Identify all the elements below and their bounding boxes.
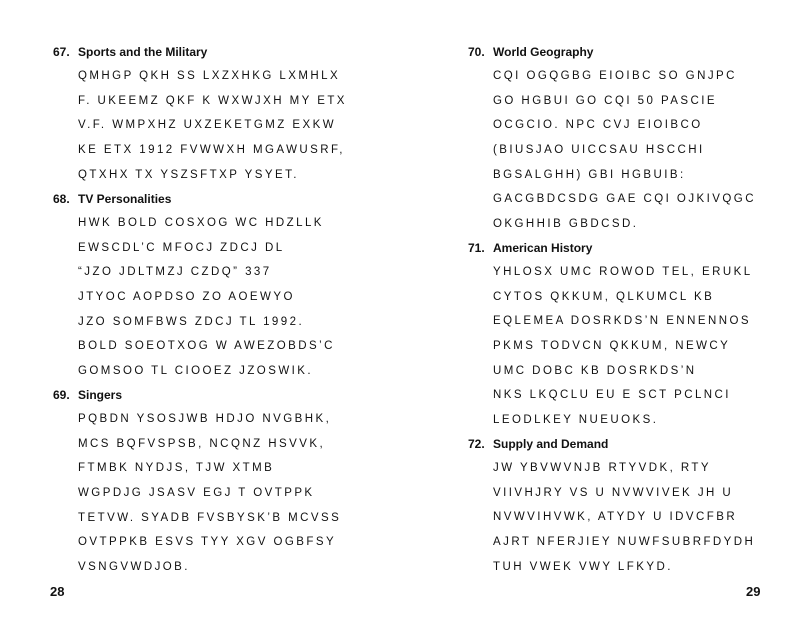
cipher-line: WGPDJG JSASV EGJ T OVTPPK — [78, 487, 315, 500]
puzzle-number: 70. — [468, 45, 485, 59]
puzzle-71 — [468, 236, 753, 433]
cipher-line: NVWVIHVWK, ATYDY U IDVCFBR — [493, 511, 738, 524]
cipher-line: YHLOSX UMC ROWOD TEL, ERUKL — [493, 266, 753, 278]
cipher-line: “JZO JDLTMZJ CZDQ” 337 — [78, 266, 272, 279]
cipher-line: JTYOC AOPDSO ZO AOEWYO — [78, 291, 295, 304]
cipher-line: NKS LKQCLU EU E SCT PCLNCI — [493, 389, 731, 402]
puzzle-67 — [53, 40, 347, 187]
cipher-line: GO HGBUI GO CQI 50 PASCIE — [493, 94, 717, 107]
puzzle-number: 68. — [53, 192, 70, 206]
cipher-line: EWSCDL’C MFOCJ ZDCJ DL — [78, 241, 285, 254]
cipher-line: HWK BOLD COSXOG WC HDZLLK — [78, 217, 324, 229]
cipher-line: QMHGP QKH SS LXZXHKG LXMHLX — [78, 70, 341, 82]
cipher-line: VSNGVWDJOB. — [78, 561, 190, 574]
puzzle-69 — [53, 383, 341, 580]
cipher-line: KE ETX 1912 FVWWXH MGAWUSRF, — [78, 144, 345, 157]
cipher-line: JZO SOMFBWS ZDCJ TL 1992. — [78, 315, 305, 328]
cipher-line: OKGHHIB GBDCSD. — [493, 218, 639, 231]
cipher-line: CYTOS QKKUM, QLKUMCL KB — [493, 290, 715, 303]
puzzle-heading — [468, 236, 753, 260]
page-number: 28 — [50, 584, 65, 599]
cipher-line: UMC DOBC KB DOSRKDS’N — [493, 364, 697, 377]
right-page — [405, 0, 810, 622]
puzzle-70 — [468, 40, 756, 237]
puzzle-number: 69. — [53, 388, 70, 402]
puzzle-title: World Geography — [493, 45, 594, 59]
puzzle-68 — [53, 187, 335, 384]
cipher-line: (BIUSJAO UICCSAU HSCCHI — [493, 144, 705, 157]
cipher-line: BGSALGHH) GBI HGBUIB: — [493, 168, 686, 181]
cipher-line: OVTPPKB ESVS TYY XGV OGBFSY — [78, 536, 337, 549]
cipher-line: CQI OGQGBG EIOIBC SO GNJPC — [493, 70, 737, 82]
cipher-line: JW YBVWVNJB RTYVDK, RTY — [493, 462, 712, 474]
cipher-line: EQLEMEA DOSRKDS’N ENNENNOS — [493, 315, 751, 328]
cipher-line: GACGBDCSDG GAE CQI OJKIVQGC — [493, 193, 756, 206]
cipher-line: FTMBK NYDJS, TJW XTMB — [78, 462, 275, 475]
cipher-line: QTXHX TX YSZSFTXP YSYET. — [78, 168, 299, 181]
puzzle-number: 72. — [468, 437, 485, 451]
puzzle-heading — [53, 187, 335, 211]
page-number: 29 — [746, 584, 761, 599]
cipher-line: F. UKEEMZ QKF K WXWJXH MY ETX — [78, 94, 347, 107]
puzzle-title: Singers — [78, 388, 123, 402]
puzzle-title: TV Personalities — [78, 192, 172, 206]
puzzle-title: American History — [493, 241, 593, 255]
cipher-line: PKMS TODVCN QKKUM, NEWCY — [493, 340, 731, 353]
puzzle-heading — [53, 40, 347, 64]
puzzle-heading — [468, 40, 756, 64]
cipher-line: OCGCIO. NPC CVJ EIOIBCO — [493, 119, 703, 132]
puzzle-title: Sports and the Military — [78, 45, 208, 59]
cipher-line: MCS BQFVSPSB, NCQNZ HSVVK, — [78, 437, 326, 450]
puzzle-heading — [53, 383, 341, 407]
puzzle-title: Supply and Demand — [493, 437, 609, 451]
puzzle-number: 71. — [468, 241, 485, 255]
cipher-line: GOMSOO TL CIOOEZ JZOSWIK. — [78, 365, 314, 378]
cipher-line: TETVW. SYADB FVSBYSK’B MCVSS — [78, 511, 342, 524]
puzzle-72 — [468, 432, 755, 579]
cipher-line: AJRT NFERJIEY NUWFSUBRFDYDH — [493, 536, 756, 549]
puzzle-number: 67. — [53, 45, 70, 59]
puzzle-heading — [468, 432, 755, 456]
cipher-line: VIIVHJRY VS U NVWVIVEK JH U — [493, 486, 734, 499]
cipher-line: LEODLKEY NUEUOKS. — [493, 414, 659, 427]
cipher-line: V.F. WMPXHZ UXZEKETGMZ EXKW — [78, 119, 337, 132]
cipher-line: TUH VWEK VWY LFKYD. — [493, 560, 673, 573]
cipher-line: BOLD SOEOTXOG W AWEZOBDS’C — [78, 340, 335, 353]
cipher-line: PQBDN YSOSJWB HDJO NVGBHK, — [78, 413, 332, 425]
